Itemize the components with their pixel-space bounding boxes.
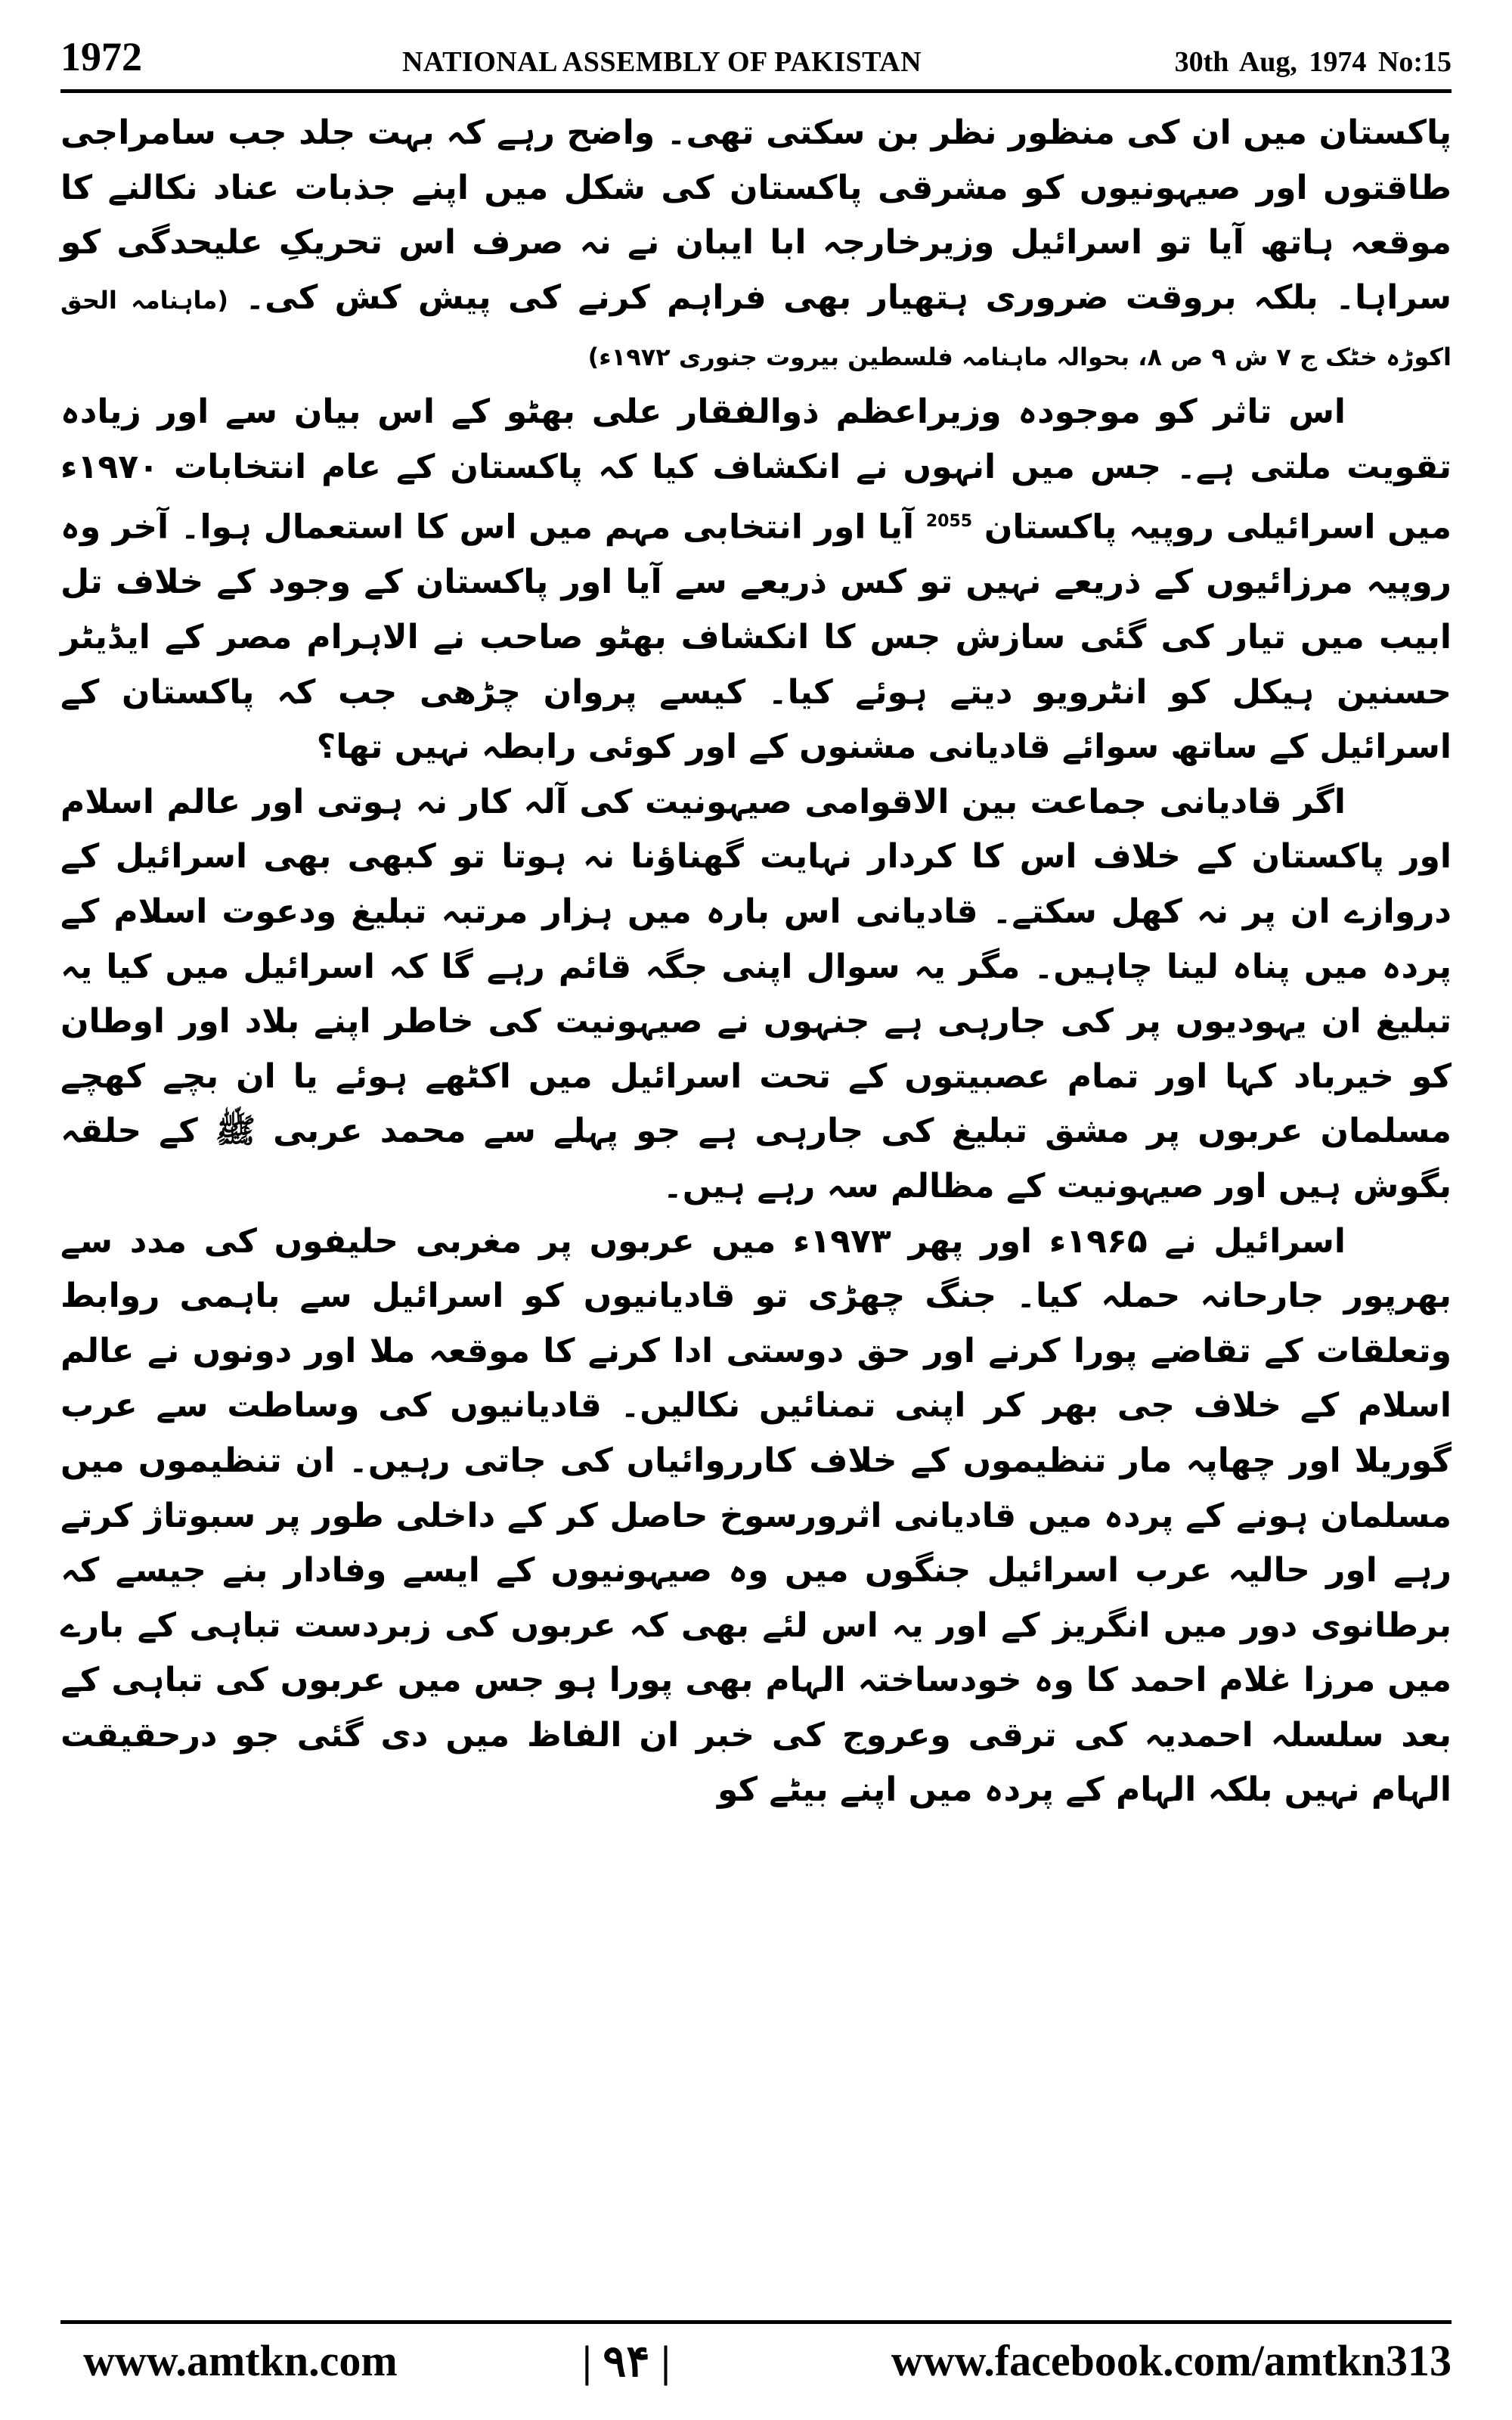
paragraph-3-text: اگر قادیانی جماعت بین الاقوامی صیہونیت کی آلہ کار نہ ہوتی اور عالم اسلام اور پاکستان کے خلاف اس کا کردار نہایت گھناؤنا نہ ہوتا تو کبھی بھی اسرائیل کے دروازے ان پر نہ کھل سکتے۔ قادیانی اس بارہ میں ہزار مرتبہ تبلیغ ودعوت اسلام کے پردہ میں پناہ لینا چاہیں۔ مگر یہ سوال اپنی جگہ قائم رہے گا کہ اسرائیل میں کیا یہ تبلیغ ان یہودیوں پر کی جارہی ہے جنہوں نے صیہونیت کی خاطر اپنے بلاد اور اوطان کو خیرباد کہا اور تمام عصبیتوں کے تحت اسرائیل میں اکٹھے ہوئے یا ان بچے کھچے مسلمان عربوں پر مشق تبلیغ کی جارہی ہے جو پہلے سے محمد عربی ﷺ کے حلقہ بگوش ہیں اور صیہونیت کے مظالم سہ رہے ہیں۔ (60, 782, 1452, 1205)
paragraph-1-text: پاکستان میں ان کی منظور نظر بن سکتی تھی۔ واضح رہے کہ بہت جلد جب سامراجی طاقتوں اور صیہونیوں کو مشرقی پاکستان کی شکل میں اپنے جذبات عناد نکالنے کا موقعہ ہاتھ آیا تو اسرائیل وزیرخارجہ ابا ایبان نے نہ صرف اس تحریکِ علیحدگی کو سراہا۔ بلکہ بروقت ضروری ہتھیار بھی فراہم کرنے کی پیش کش کی۔ (60, 113, 1452, 317)
footnote-marker: 2055 (925, 512, 973, 532)
header-rule (60, 89, 1452, 93)
document-body (60, 106, 1452, 1818)
footer-page-number: | ۹۴ | (582, 2337, 671, 2386)
paragraph-2 (60, 385, 1452, 775)
footer-website-link[interactable]: www.amtkn.com (83, 2336, 398, 2385)
page-number: 1972 (60, 34, 142, 79)
header-title: NATIONAL ASSEMBLY OF PAKISTAN (402, 46, 922, 78)
footer-rule (60, 2320, 1452, 2324)
page-header (60, 29, 1452, 89)
footer-facebook-link[interactable]: www.facebook.com/amtkn313 (891, 2336, 1452, 2385)
paragraph-2-text-after: آیا اور انتخابی مہم میں اس کا استعمال ہوا۔ آخر وہ روپیہ مرزائیوں کے ذریعے نہیں تو کس ذریعے سے آیا اور پاکستان کے وجود کے خلاف تل ابیب میں تیار کی گئی سازش جس کا انکشاف بھٹو صاحب نے الاہرام مصر کے ایڈیٹر حسنین ہیکل کو انٹرویو دیتے ہوئے کیا۔ کیسے پروان چڑھی جب کہ پاکستان کے اسرائیل کے ساتھ سوائے قادیانی مشنوں کے اور کوئی رابطہ نہیں تھا؟ (60, 507, 1452, 767)
paragraph-2-text-before: اس تاثر کو موجودہ وزیراعظم ذوالفقار علی بھٹو کے اس بیان سے اور زیادہ تقویت ملتی ہے۔ جس میں انہوں نے انکشاف کیا کہ پاکستان کے عام انتخابات ۱۹۷۰ء میں اسرائیلی روپیہ پاکستان (60, 392, 1452, 547)
paragraph-1 (60, 106, 1452, 385)
citation-reference: (ماہنامہ الحق اکوڑہ خٹک ج ۷ ش ۹ ص ۸، بحوالہ ماہنامہ فلسطین بیروت جنوری ۱۹۷۲ء) (60, 285, 1452, 372)
paragraph-4-text: اسرائیل نے ۱۹۶۵ء اور پھر ۱۹۷۳ء میں عربوں پر مغربی حلیفوں کی مدد سے بھرپور جارحانہ حملہ کیا۔ جنگ چھڑی تو قادیانیوں کو اسرائیل سے باہمی روابط وتعلقات کے تقاضے پورا کرنے اور حق دوستی ادا کرنے کا موقعہ ملا اور دونوں نے عالم اسلام کے خلاف جی بھر کر اپنی تمنائیں نکالیں۔ قادیانیوں کی وساطت سے عرب گوریلا اور چھاپہ مار تنظیموں کے خلاف کارروائیاں کی جاتی رہیں۔ ان تنظیموں میں مسلمان ہونے کے پردہ میں قادیانی اثرورسوخ حاصل کر کے داخلی طور پر سبوتاژ کرتے رہے اور حالیہ عرب اسرائیل جنگوں میں وہ صیہونیوں کے ایسے وفادار بنے جیسے کہ برطانوی دور میں انگریز کے اور یہ اس لئے بھی کہ عربوں کی زبردست تباہی کے بارے میں مرزا غلام احمد کا وہ خودساختہ الہام بھی پورا ہو جس میں عربوں کی تباہی کے بعد سلسلہ احمدیہ کی ترقی وعروج کی خبر ان الفاظ میں دی گئی جو درحقیقت الہام نہیں بلکہ الہام کے پردہ میں اپنے بیٹے کو (60, 1221, 1452, 1810)
paragraph-4 (60, 1215, 1452, 1819)
page-footer (60, 2335, 1452, 2396)
header-date-issue: 30th Aug, 1974 No:15 (1174, 46, 1452, 78)
paragraph-3 (60, 775, 1452, 1215)
